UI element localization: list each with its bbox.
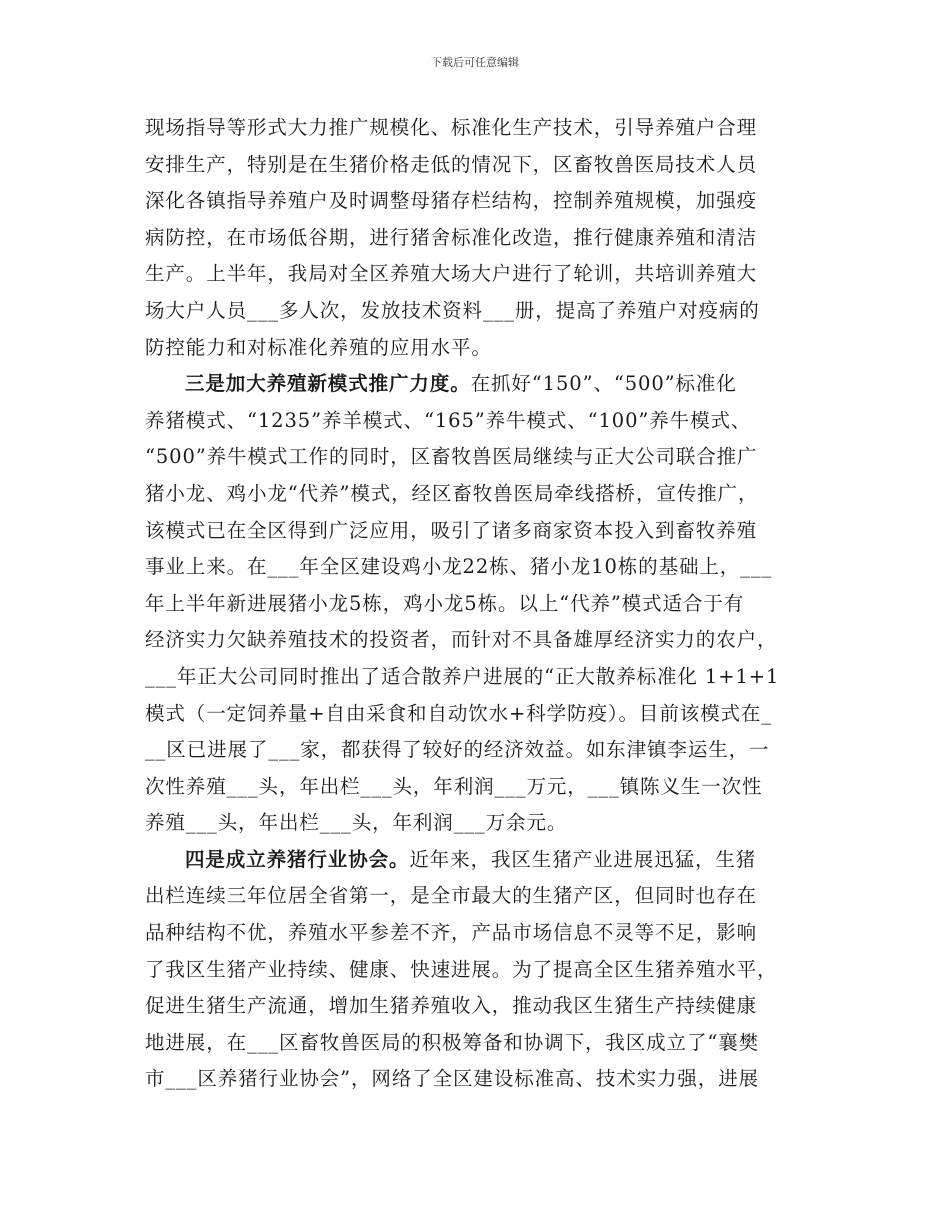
text-line: 地进展，在___区畜牧兽医局的积极筹备和协调下，我区成立了“襄樊 bbox=[145, 1030, 760, 1054]
text-line: 出栏连续三年位居全省第一，是全市最大的生猪产区，但同时也存在 bbox=[145, 884, 758, 908]
text-line: 年上半年新进展猪小龙5栋，鸡小龙5栋。以上“代养”模式适合于有 bbox=[145, 591, 745, 615]
text-line: 经济实力欠缺养殖技术的投资者，而针对不具备雄厚经济实力的农户， bbox=[145, 628, 778, 652]
text-line: 猪小龙、鸡小龙“代养”模式，经区畜牧兽医局牵线搭桥，宣传推广， bbox=[145, 481, 759, 505]
text-line: 防控能力和对标准化养殖的应用水平。 bbox=[145, 335, 492, 359]
text-line: 场大户人员___多人次，发放技术资料___册，提高了养殖户对疫病的 bbox=[145, 298, 760, 322]
text-run: 近年来，我区生猪产业进展迅猛，生猪 bbox=[409, 847, 757, 871]
paragraph-start-line bbox=[145, 842, 825, 879]
text-line: “500”养牛模式工作的同时，区畜牧兽医局继续与正大公司联合推广 bbox=[145, 445, 758, 469]
text-line: 生产。上半年，我局对全区养殖大场大户进行了轮训，共培训养殖大 bbox=[145, 262, 758, 286]
text-run: 在抓好“150”、“500”标准化 bbox=[470, 372, 737, 396]
text-line: 病防控，在市场低谷期，进行猪舍标准化改造，推行健康养殖和清洁 bbox=[145, 225, 758, 249]
text-line: 模式（一定饲养量+自由采食和自动饮水+科学防疫）。目前该模式在_ bbox=[145, 701, 772, 725]
document-body bbox=[145, 110, 825, 1098]
text-line: 市___区养猪行业协会”，网络了全区建设标准高、技术实力强，进展 bbox=[145, 1067, 760, 1091]
text-line: 现场指导等形式大力推广规模化、标准化生产技术，引导养殖户合理 bbox=[145, 116, 758, 139]
text-line: 了我区生猪产业持续、健康、快速进展。为了提高全区生猪养殖水平， bbox=[145, 957, 778, 981]
text-line: 该模式已在全区得到广泛应用，吸引了诸多商家资本投入到畜牧养殖 bbox=[145, 518, 758, 542]
text-line: 安排生产，特别是在生猪价格走低的情况下，区畜牧兽医局技术人员 bbox=[145, 152, 758, 176]
section-heading: 三是加大养殖新模式推广力度。 bbox=[185, 372, 471, 396]
page-header: 下载后可任意编辑 bbox=[431, 56, 519, 69]
text-line: 品种结构不优，养殖水平参差不齐，产品市场信息不灵等不足，影响 bbox=[145, 921, 758, 945]
text-line: 次性养殖___头，年出栏___头，年利润___万元，___镇陈义生一次性 bbox=[145, 774, 763, 798]
text-line: 事业上来。在___年全区建设鸡小龙22栋、猪小龙10栋的基础上，___ bbox=[145, 555, 773, 579]
text-line: 深化各镇指导养殖户及时调整母猪存栏结构，控制养殖规模，加强疫 bbox=[145, 189, 758, 213]
text-line: ___年正大公司同时推出了适合散养户进展的“正大散养标准化 1+1+1 bbox=[145, 664, 780, 688]
text-line: 养殖___头，年出栏___头，年利润___万余元。 bbox=[145, 811, 568, 835]
text-line: 养猪模式、“1235”养羊模式、“165”养牛模式、“100”养牛模式、 bbox=[145, 408, 752, 432]
paragraph-start-line bbox=[145, 366, 825, 403]
section-heading: 四是成立养猪行业协会。 bbox=[185, 847, 410, 871]
text-line: __区已进展了___家，都获得了较好的经济效益。如东津镇李运生，一 bbox=[145, 738, 770, 762]
text-line: 促进生猪生产流通，增加生猪养殖收入，推动我区生猪生产持续健康 bbox=[145, 994, 758, 1018]
